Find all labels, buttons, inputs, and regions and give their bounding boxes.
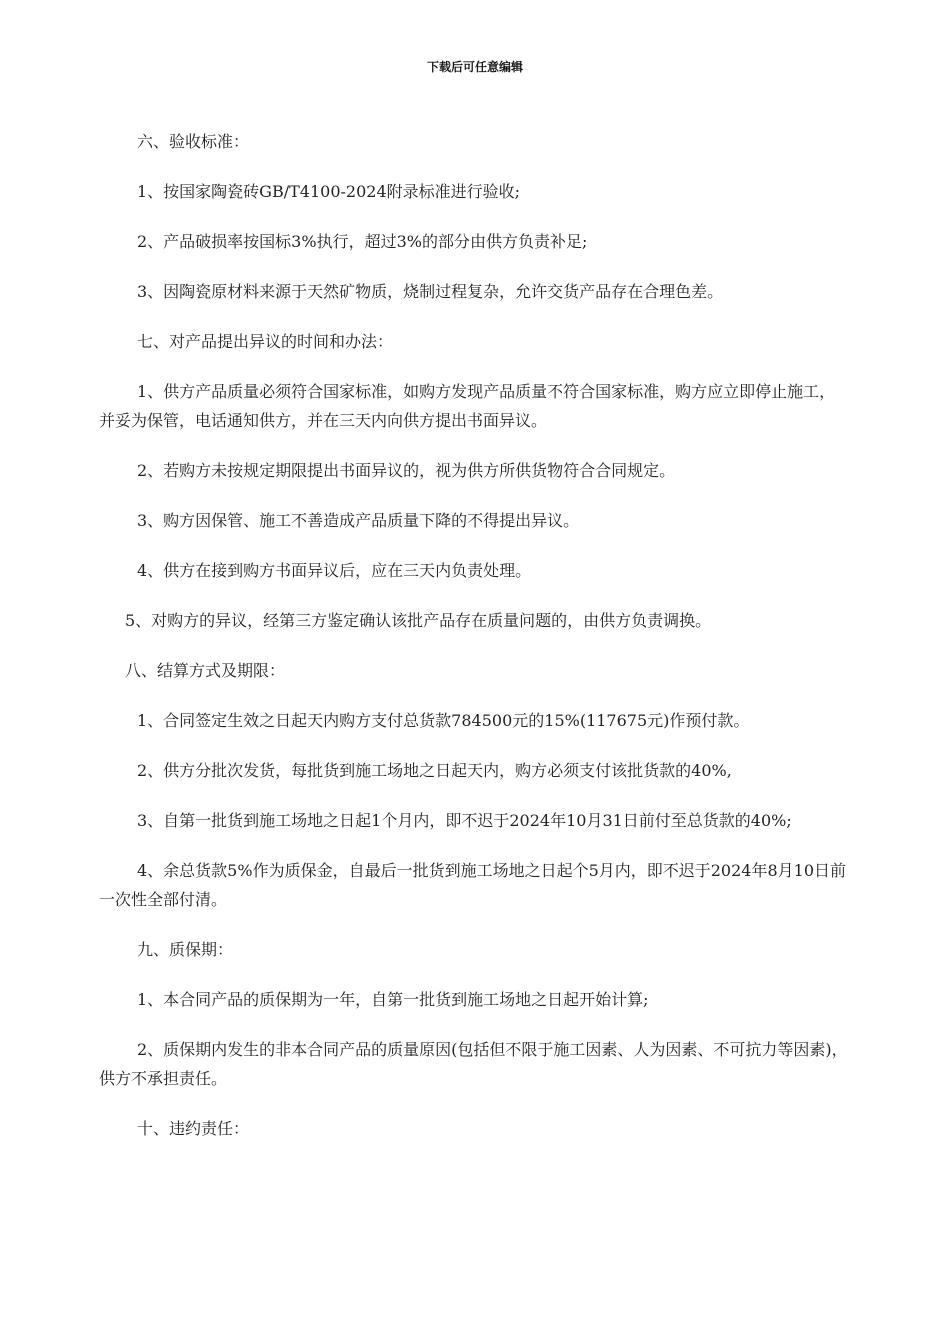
clause-8-3: 3、自第一批货到施工场地之日起1个月内，即不迟于2024年10月31日前付至总货款的40%; [137,811,792,830]
clause-9-2: 2、质保期内发生的非本合同产品的质量原因(包括但不限于施工因素、人为因素、不可抗力等因素)，供方不承担责任。 [99,1040,848,1088]
section-heading-8: 八、结算方式及期限： [125,661,286,680]
clause-6-3: 3、因陶瓷原材料来源于天然矿物质，烧制过程复杂，允许交货产品存在合理色差。 [137,282,724,301]
clause-8-4: 4、余总货款5%作为质保金，自最后一批货到施工场地之日起个5月内，即不迟于2024年8月10日前一次性全部付清。 [99,861,847,909]
clause-7-5: 5、对购方的异议，经第三方鉴定确认该批产品存在质量问题的，由供方负责调换。 [125,611,712,630]
clause-6-1: 1、按国家陶瓷砖GB/T4100-2024附录标准进行验收; [137,182,521,201]
clause-7-1: 1、供方产品质量必须符合国家标准，如购方发现产品质量不符合国家标准，购方应立即停止施工，并妥为保管，电话通知供方，并在三天内向供方提出书面异议。 [99,382,836,430]
clause-6-2: 2、产品破损率按国标3%执行，超过3%的部分由供方负责补足; [137,232,588,251]
section-heading-10: 十、违约责任： [137,1119,250,1138]
clause-7-2: 2、若购方未按规定期限提出书面异议的，视为供方所供货物符合合同规定。 [137,461,676,480]
section-heading-7: 七、对产品提出异议的时间和办法： [137,332,394,351]
clause-8-1: 1、合同签定生效之日起天内购方支付总货款784500元的15%(117675元)作预付款。 [137,711,750,730]
section-heading-9: 九、质保期： [137,940,234,959]
clause-7-3: 3、购方因保管、施工不善造成产品质量下降的不得提出异议。 [137,511,580,530]
clause-9-1: 1、本合同产品的质保期为一年，自第一批货到施工场地之日起开始计算; [137,990,649,1009]
clause-7-4: 4、供方在接到购方书面异议后，应在三天内负责处理。 [137,561,532,580]
clause-8-2: 2、供方分批次发货，每批货到施工场地之日起天内，购方必须支付该批货款的40%, [137,761,732,780]
document-body [99,127,851,1164]
section-heading-6: 六、验收标准： [137,132,250,151]
page-header: 下载后可任意编辑 [426,60,523,74]
